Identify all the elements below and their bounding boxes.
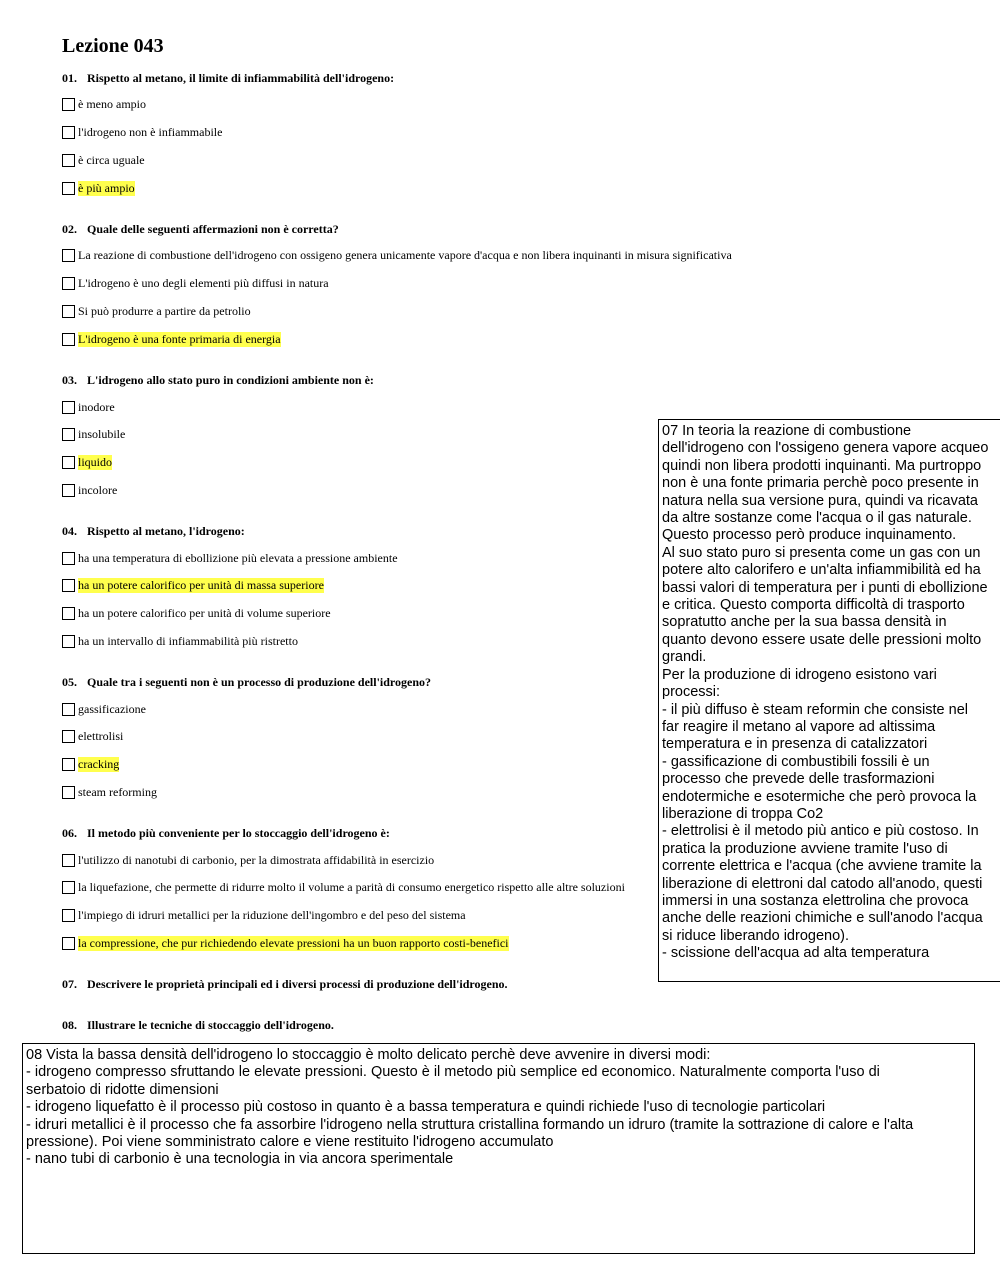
checkbox[interactable] [62, 552, 75, 565]
question-06-title [62, 826, 390, 841]
checkbox[interactable] [62, 937, 75, 950]
checkbox[interactable] [62, 758, 75, 771]
option-06-b[interactable] [62, 879, 625, 895]
checkbox[interactable] [62, 909, 75, 922]
question-number: 01. [62, 71, 77, 85]
option-01-b[interactable] [62, 124, 222, 140]
checkbox[interactable] [62, 126, 75, 139]
question-05-title [62, 675, 431, 690]
option-label: la liquefazione, che permette di ridurre molto il volume a parità di consumo energetico rispetto alle altre soluzioni [78, 879, 625, 894]
option-label: elettrolisi [78, 728, 124, 743]
checkbox[interactable] [62, 305, 75, 318]
option-label: ha una temperatura di ebollizione più elevata a pressione ambiente [78, 550, 398, 565]
checkbox[interactable] [62, 182, 75, 195]
checkbox[interactable] [62, 786, 75, 799]
checkbox[interactable] [62, 401, 75, 414]
option-05-c[interactable] [62, 756, 119, 772]
option-label: è meno ampio [78, 96, 146, 111]
answer-07-textbox[interactable]: 07 In teoria la reazione di combustione dell'idrogeno con l'ossigeno genera vapore acqueo quindi non libera prodotti inquinanti. Ma purtroppo non è una fonte primaria perchè poco presente in natura nella sua versione pura, quindi va ricavata da altre sostanze come l'acqua o il gas naturale. Questo processo però produce inquinamento. Al suo stato puro si presenta come un gas con un potere alto calorifero e un'alta infiammibilità ed ha bassi valori di temperatura per i punti di ebollizione e critica. Questo comporta difficoltà di trasporto sopratutto anche per la sua bassa densità in quanto devono essere usate delle pressioni molto grandi. Per la produzione di idrogeno esistono vari processi: - il più diffuso è steam reformin che consiste nel far reagire il metano al vapore ad altissima temperatura e in presenza di catalizzatori - gassificazione di combustibili fossili è un processo che prevede delle trasformazioni endotermiche e esotermiche che però provoca la liberazione di troppa Co2 - elettrolisi è il metodo più antico e più costoso. In pratica la produzione avviene tramite l'uso di corrente elettrica e l'acqua (che avviene tramite la liberazione di elettroni dal catodo all'anodo, questi immersi in una sostanza elettrolina che provoca anche delle reazioni chimiche e sull'anodo l'acqua si riduce liberando idrogeno). - scissione dell'acqua ad alta temperatura [658, 419, 1000, 982]
question-08-title [62, 1018, 334, 1033]
question-text: Rispetto al metano, il limite di infiammabilità dell'idrogeno: [87, 71, 395, 85]
option-03-c[interactable] [62, 454, 112, 470]
checkbox[interactable] [62, 428, 75, 441]
option-06-c[interactable] [62, 907, 466, 923]
question-number: 06. [62, 826, 77, 840]
option-06-a[interactable] [62, 852, 434, 868]
option-label: ha un intervallo di infiammabilità più ristretto [78, 633, 298, 648]
checkbox[interactable] [62, 607, 75, 620]
question-text: Illustrare le tecniche di stoccaggio dell'idrogeno. [87, 1018, 334, 1032]
checkbox[interactable] [62, 854, 75, 867]
question-text: Il metodo più conveniente per lo stoccaggio dell'idrogeno è: [87, 826, 390, 840]
question-number: 08. [62, 1018, 77, 1032]
question-text: Rispetto al metano, l'idrogeno: [87, 524, 245, 538]
checkbox[interactable] [62, 730, 75, 743]
option-04-c[interactable] [62, 605, 331, 621]
option-01-d[interactable] [62, 180, 135, 196]
option-label: l'idrogeno non è infiammabile [78, 124, 223, 139]
option-label-highlighted: la compressione, che pur richiedendo elevate pressioni ha un buon rapporto costi-benefici [78, 935, 509, 950]
question-number: 07. [62, 977, 77, 991]
checkbox[interactable] [62, 333, 75, 346]
option-04-b[interactable] [62, 577, 324, 593]
question-02-title [62, 222, 339, 237]
checkbox[interactable] [62, 484, 75, 497]
option-label-highlighted: ha un potere calorifico per unità di massa superiore [78, 577, 324, 592]
question-number: 05. [62, 675, 77, 689]
option-label: ha un potere calorifico per unità di volume superiore [78, 605, 331, 620]
question-03-title [62, 373, 374, 388]
option-03-b[interactable] [62, 426, 125, 442]
page-title: Lezione 043 [62, 35, 164, 57]
checkbox[interactable] [62, 635, 75, 648]
checkbox[interactable] [62, 881, 75, 894]
option-06-d[interactable] [62, 935, 509, 951]
question-number: 03. [62, 373, 77, 387]
checkbox[interactable] [62, 154, 75, 167]
option-label: inodore [78, 399, 115, 414]
option-02-d[interactable] [62, 331, 281, 347]
option-05-d[interactable] [62, 784, 157, 800]
question-text: L'idrogeno allo stato puro in condizioni ambiente non è: [87, 373, 374, 387]
option-01-c[interactable] [62, 152, 145, 168]
option-label-highlighted: L'idrogeno è una fonte primaria di energia [78, 331, 281, 346]
checkbox[interactable] [62, 277, 75, 290]
question-text: Quale tra i seguenti non è un processo di produzione dell'idrogeno? [87, 675, 432, 689]
question-07-title [62, 977, 508, 992]
question-text: Descrivere le proprietà principali ed i diversi processi di produzione dell'idrogeno. [87, 977, 508, 991]
option-label: l'impiego di idruri metallici per la riduzione dell'ingombro e del peso del sistema [78, 907, 466, 922]
option-label: L'idrogeno è uno degli elementi più diffusi in natura [78, 275, 329, 290]
option-05-b[interactable] [62, 728, 123, 744]
option-label: è circa uguale [78, 152, 145, 167]
option-05-a[interactable] [62, 701, 146, 717]
option-label: gassificazione [78, 701, 146, 716]
checkbox[interactable] [62, 703, 75, 716]
option-label: incolore [78, 482, 118, 497]
option-01-a[interactable] [62, 96, 146, 112]
checkbox[interactable] [62, 98, 75, 111]
answer-08-textbox[interactable]: 08 Vista la bassa densità dell'idrogeno lo stoccaggio è molto delicato perchè deve avvenire in diversi modi: - idrogeno compresso sfruttando le elevate pressioni. Questo è il metodo più semplice ed economico. Naturalmente comporta l'uso di serbatoio di ridotte dimensioni - idrogeno liquefatto è il processo più costoso in quanto è a bassa temperatura e quindi richiede l'uso di tecnologie particolari - idruri metallici è il processo che fa assorbire l'idrogeno nella struttura cristallina formando un idruro (tramite la sottrazione di calore e l'alta pressione). Poi viene somministrato calore e viene restituito l'idrogeno accumulato - nano tubi di carbonio è una tecnologia in via ancora sperimentale [22, 1043, 975, 1254]
option-label-highlighted: è più ampio [78, 180, 135, 195]
question-number: 04. [62, 524, 77, 538]
question-text: Quale delle seguenti affermazioni non è corretta? [87, 222, 339, 236]
checkbox[interactable] [62, 249, 75, 262]
question-01-title [62, 71, 394, 86]
option-02-c[interactable] [62, 303, 251, 319]
option-label-highlighted: liquido [78, 454, 113, 469]
option-04-a[interactable] [62, 550, 398, 566]
option-label: La reazione di combustione dell'idrogeno con ossigeno genera unicamente vapore d'acqua e non libera inquinanti in misura significativa [78, 247, 732, 262]
option-02-b[interactable] [62, 275, 329, 291]
option-label: Si può produrre a partire da petrolio [78, 303, 251, 318]
option-03-a[interactable] [62, 399, 115, 415]
question-number: 02. [62, 222, 77, 236]
option-label: l'utilizzo di nanotubi di carbonio, per la dimostrata affidabilità in esercizio [78, 852, 435, 867]
question-04-title [62, 524, 245, 539]
option-label: steam reforming [78, 784, 157, 799]
option-label-highlighted: cracking [78, 756, 120, 771]
option-03-d[interactable] [62, 482, 117, 498]
option-02-a[interactable] [62, 247, 732, 263]
option-04-d[interactable] [62, 633, 298, 649]
option-label: insolubile [78, 426, 126, 441]
checkbox[interactable] [62, 579, 75, 592]
checkbox[interactable] [62, 456, 75, 469]
